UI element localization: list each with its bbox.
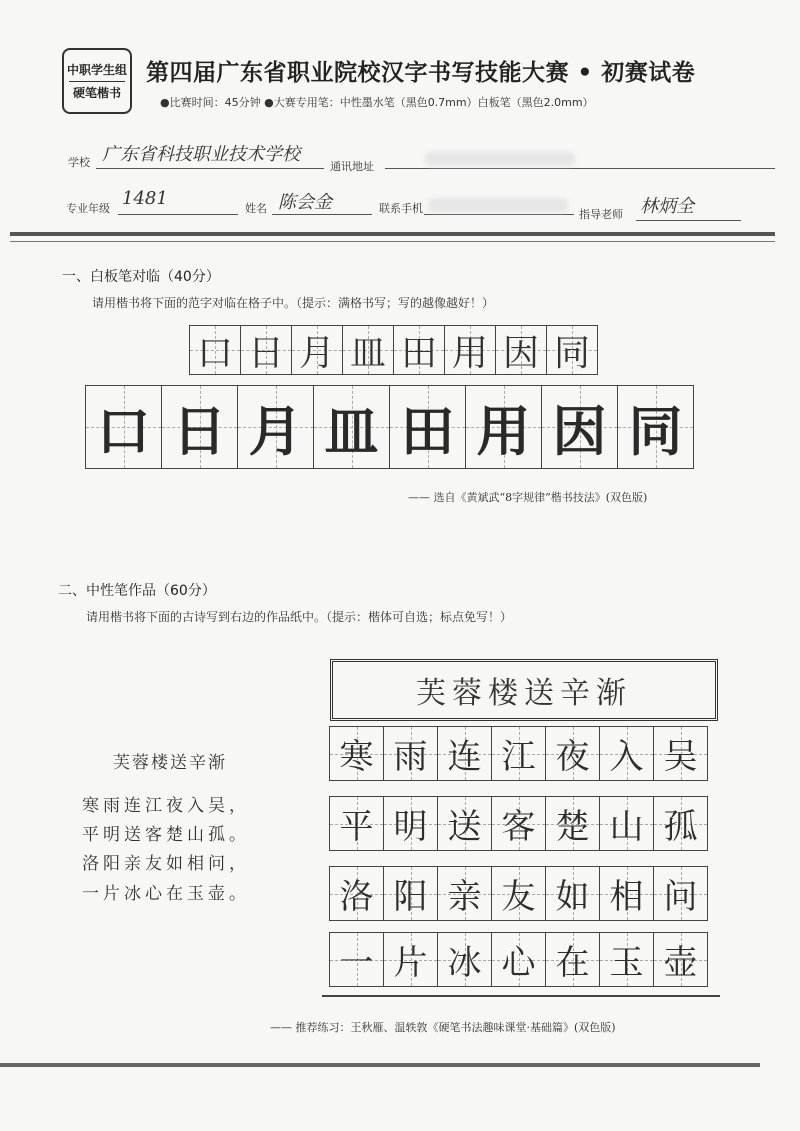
model-character-grid [86, 385, 694, 469]
work-cell[interactable]: 夜 [545, 726, 600, 781]
school-field[interactable] [96, 138, 324, 169]
work-cell[interactable]: 入 [599, 726, 654, 781]
poem-line: 一片冰心在玉壶。 [82, 884, 250, 904]
section1-title: 一、白板笔对临（40分） [62, 269, 220, 285]
practice-cell[interactable]: 用 [444, 325, 496, 375]
name-label: 姓名 [245, 202, 267, 215]
practice-cell[interactable]: 同 [546, 325, 598, 375]
model-cell: 月 [237, 385, 314, 469]
practice-cell[interactable]: 田 [393, 325, 445, 375]
model-cell: 口 [85, 385, 162, 469]
major-field[interactable] [118, 186, 238, 215]
work-cell[interactable]: 吴 [653, 726, 708, 781]
address-redaction [425, 152, 575, 166]
work-title-box [330, 659, 718, 721]
poem-line: 寒雨连江夜入吴， [82, 796, 250, 816]
school-value: 广东省科技职业技术学校 [102, 144, 300, 165]
badge-category-label: 硬笔楷书 [72, 85, 121, 100]
school-label: 学校 [68, 156, 90, 169]
work-cell[interactable]: 雨 [383, 726, 438, 781]
address-label: 通讯地址 [330, 160, 374, 173]
header-divider-thin [10, 241, 775, 242]
major-value: 1481 [122, 188, 168, 209]
work-cell[interactable]: 片 [383, 932, 438, 987]
page-bottom-rule [0, 1063, 760, 1067]
teacher-field[interactable] [636, 190, 741, 221]
work-row-1[interactable] [330, 726, 708, 781]
work-cell[interactable]: 阳 [383, 866, 438, 921]
work-row-3[interactable] [330, 866, 708, 921]
work-cell[interactable]: 一 [329, 932, 384, 987]
work-cell[interactable]: 冰 [437, 932, 492, 987]
work-cell[interactable]: 友 [491, 866, 546, 921]
phone-redaction [428, 198, 568, 212]
poem-line: 洛阳亲友如相问， [82, 854, 250, 874]
model-cell: 日 [161, 385, 238, 469]
name-value: 陈会金 [278, 192, 332, 213]
model-cell: 同 [617, 385, 694, 469]
work-cell[interactable]: 如 [545, 866, 600, 921]
badge-group-label: 中职学生组 [66, 62, 127, 77]
work-cell[interactable]: 壶 [653, 932, 708, 987]
work-cell[interactable]: 明 [383, 796, 438, 851]
poem-title: 芙蓉楼送辛渐 [113, 753, 227, 773]
handwritten-practice-grid[interactable] [190, 325, 598, 375]
phone-label: 联系手机 [379, 202, 423, 215]
major-label: 专业年级 [66, 202, 110, 215]
practice-cell[interactable]: 口 [189, 325, 241, 375]
work-cell[interactable]: 洛 [329, 866, 384, 921]
work-row-2[interactable] [330, 796, 708, 851]
work-cell[interactable]: 送 [437, 796, 492, 851]
work-cell[interactable]: 平 [329, 796, 384, 851]
header-divider-thick [10, 232, 775, 236]
model-cell: 因 [541, 385, 618, 469]
work-sheet-bottom-border [322, 995, 720, 997]
work-cell[interactable]: 连 [437, 726, 492, 781]
exam-info: ●比赛时间：45分钟 ●大赛专用笔：中性墨水笔（黑色0.7mm）白板笔（黑色2.0mm） [160, 96, 594, 109]
work-cell[interactable]: 问 [653, 866, 708, 921]
practice-cell[interactable]: 因 [495, 325, 547, 375]
teacher-value: 林炳全 [640, 196, 694, 217]
model-cell: 田 [389, 385, 466, 469]
work-cell[interactable]: 江 [491, 726, 546, 781]
work-cell[interactable]: 客 [491, 796, 546, 851]
work-cell[interactable]: 楚 [545, 796, 600, 851]
work-cell[interactable]: 在 [545, 932, 600, 987]
work-cell[interactable]: 寒 [329, 726, 384, 781]
work-cell[interactable]: 相 [599, 866, 654, 921]
work-cell[interactable]: 孤 [653, 796, 708, 851]
exam-title: 第四届广东省职业院校汉字书写技能大赛 • 初赛试卷 [146, 60, 696, 86]
section2-title: 二、中性笔作品（60分） [58, 583, 216, 599]
model-cell: 用 [465, 385, 542, 469]
practice-cell[interactable]: 月 [291, 325, 343, 375]
recommend-note: —— 推荐练习：王秋雁、温轶敦《硬笔书法趣味课堂·基础篇》(双色版) [270, 1021, 616, 1034]
poem-line: 平明送客楚山孤。 [82, 825, 250, 845]
model-cell: 皿 [313, 385, 390, 469]
work-cell[interactable]: 心 [491, 932, 546, 987]
work-title: 芙蓉楼送辛渐 [416, 676, 632, 711]
teacher-label: 指导老师 [579, 208, 623, 221]
practice-cell[interactable]: 日 [240, 325, 292, 375]
section2-instruction: 请用楷书将下面的古诗写到右边的作品纸中。（提示：楷体可自选；标点免写！） [86, 610, 513, 624]
name-field[interactable] [272, 186, 372, 215]
practice-cell[interactable]: 皿 [342, 325, 394, 375]
work-cell[interactable]: 山 [599, 796, 654, 851]
work-cell[interactable]: 亲 [437, 866, 492, 921]
work-cell[interactable]: 玉 [599, 932, 654, 987]
section1-instruction: 请用楷书将下面的范字对临在格子中。（提示：满格书写；写的越像越好！） [92, 296, 495, 310]
section1-source: —— 选自《黄斌武“8字规律”楷书技法》(双色版) [408, 491, 648, 504]
work-row-4[interactable] [330, 932, 708, 987]
group-badge [62, 48, 132, 114]
